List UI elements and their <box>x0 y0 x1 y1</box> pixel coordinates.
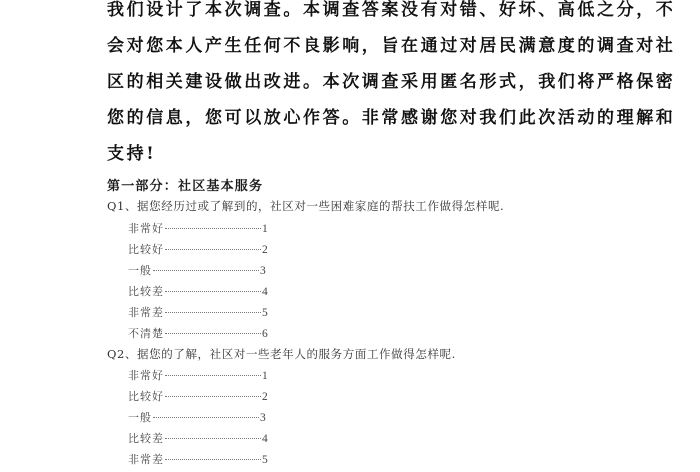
option-row <box>128 430 268 451</box>
option-row <box>128 451 268 472</box>
option-row <box>128 325 268 346</box>
option-label: 一般 <box>128 411 152 424</box>
option-label: 比较差 <box>128 285 164 298</box>
intro-line: 您的信息，您可以放心作答。非常感谢您对我们此次活动的理解和 <box>107 108 676 128</box>
intro-line: 支持! <box>107 144 157 164</box>
option-row <box>128 409 268 430</box>
option-label: 非常差 <box>128 306 164 319</box>
option-value: 4 <box>262 433 268 445</box>
option-value: 6 <box>262 328 268 340</box>
option-value: 1 <box>262 223 268 235</box>
dot-leader <box>165 228 261 229</box>
question-2-options <box>128 367 268 472</box>
dot-leader <box>165 312 261 313</box>
option-value: 5 <box>262 307 268 319</box>
dot-leader <box>165 333 261 334</box>
option-row <box>128 367 268 388</box>
dot-leader <box>165 459 261 460</box>
option-label: 比较差 <box>128 432 164 445</box>
option-label: 比较好 <box>128 390 164 403</box>
dot-leader <box>153 270 259 271</box>
intro-line: 会对您本人产生任何不良影响，旨在通过对居民满意度的调查对社 <box>107 36 676 56</box>
option-label: 不清楚 <box>128 327 164 340</box>
dot-leader <box>165 438 261 439</box>
option-value: 5 <box>262 454 268 466</box>
dot-leader <box>165 396 261 397</box>
option-value: 2 <box>262 244 268 256</box>
dot-leader <box>153 417 259 418</box>
option-label: 一般 <box>128 264 152 277</box>
dot-leader <box>165 291 261 292</box>
dot-leader <box>165 375 261 376</box>
intro-line: 我们设计了本次调查。本调查答案没有对错、好坏、高低之分，不 <box>107 0 676 20</box>
option-row <box>128 283 268 304</box>
question-1-text: Q1、据您经历过或了解到的，社区对一些困难家庭的帮扶工作做得怎样呢. <box>107 199 505 213</box>
option-row <box>128 304 268 325</box>
option-row <box>128 388 268 409</box>
option-row <box>128 220 268 241</box>
option-value: 4 <box>262 286 268 298</box>
option-value: 3 <box>260 412 266 424</box>
option-label: 非常好 <box>128 222 164 235</box>
option-row <box>128 241 268 262</box>
option-label: 比较好 <box>128 243 164 256</box>
section-title: 第一部分：社区基本服务 <box>107 179 264 194</box>
option-value: 1 <box>262 370 268 382</box>
question-2-text: Q2、据您的了解，社区对一些老年人的服务方面工作做得怎样呢. <box>107 347 456 361</box>
option-value: 3 <box>260 265 266 277</box>
option-label: 非常差 <box>128 453 164 466</box>
option-row <box>128 262 268 283</box>
option-label: 非常好 <box>128 369 164 382</box>
option-value: 2 <box>262 391 268 403</box>
intro-paragraph <box>107 0 676 172</box>
question-1-options <box>128 220 268 346</box>
dot-leader <box>165 249 261 250</box>
intro-line: 区的相关建设做出改进。本次调查采用匿名形式，我们将严格保密 <box>107 72 676 92</box>
